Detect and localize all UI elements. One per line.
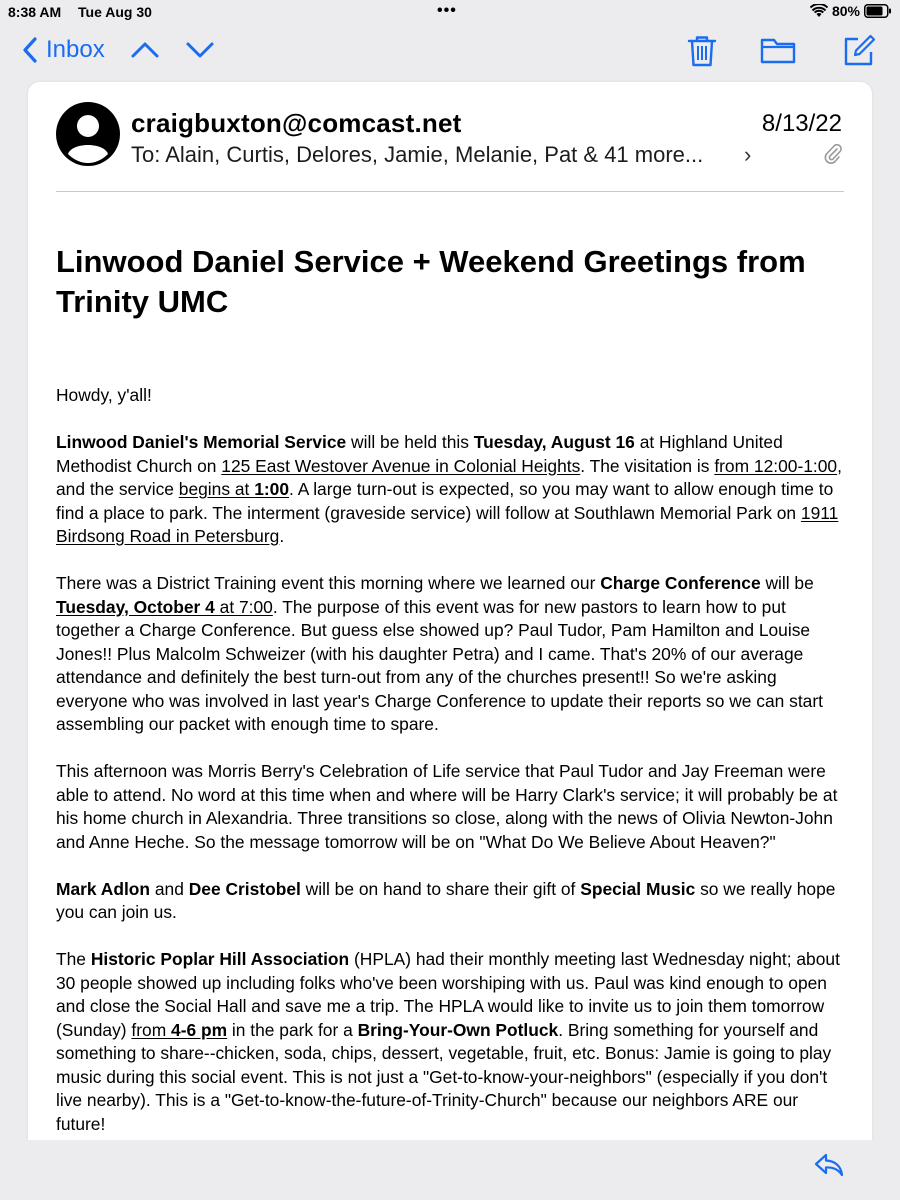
service-time-link[interactable]: begins at 1:00 (178, 479, 290, 499)
chevron-up-icon[interactable] (130, 40, 160, 60)
multitasking-dots-icon[interactable]: ••• (437, 2, 457, 19)
back-label: Inbox (46, 36, 105, 63)
status-bar (0, 0, 900, 24)
nav-bar (0, 28, 900, 76)
header-divider (56, 191, 844, 192)
interment-address-link[interactable]: 1911 Birdsong Road in Petersburg (56, 502, 839, 546)
address-link[interactable]: 125 East Westover Avenue in Colonial Heights (221, 455, 581, 476)
memorial-paragraph: Linwood Daniel's Memorial Service will be held this Tuesday, August 16 at Highland United Methodist Church on 125 East Westover Avenue in Colonial Heights. The visitation is from 12:00-1:00, and the service begins at 1:00. A large turn-out is expected, so you may want to allow enough time to find a place to park. The interment (graveside service) will follow at Southlawn Memorial Park on 1911 Birdsong Road in Petersburg. (56, 432, 842, 546)
special-music-paragraph: Mark Adlon and Dee Cristobel will be on hand to share their gift of Special Music so we really hope you can join us. (56, 878, 836, 922)
status-date: Tue Aug 30 (78, 4, 152, 20)
reply-icon[interactable] (814, 1152, 844, 1178)
message-body (56, 384, 851, 1152)
sender-address[interactable]: craigbuxton@comcast.net (131, 108, 462, 138)
visitation-time-link[interactable]: from 12:00-1:00 (714, 455, 838, 476)
greeting-paragraph: Howdy, y'all! (56, 385, 152, 405)
battery-percent: 80% (831, 3, 860, 19)
chevron-down-icon[interactable] (185, 40, 215, 60)
folder-icon[interactable] (760, 34, 796, 66)
person-icon[interactable] (56, 102, 120, 166)
chevron-left-icon (22, 37, 38, 63)
status-time: 8:38 AM (8, 4, 62, 20)
chevron-right-icon[interactable]: › (744, 142, 752, 167)
charge-conference-paragraph: There was a District Training event this morning where we learned our Charge Conference will be Tuesday, October 4 at 7:00. The purpose of this event was for new pastors to learn how to put together a Charge Conference. But guess else showed up? Paul Tudor, Pam Hamilton and Louise Jones!! Plus Malcolm Schweizer (with his daughter Petra) and I came. That's 20% of our average attendance and definitely the best turn-out from any of the churches present!! So we're asking everyone who was involved in last year's Charge Conference to update their reports so we can start assembling our packet with enough time to spare. (56, 573, 823, 734)
conference-date-link[interactable]: Tuesday, October 4 at 7:00 (56, 596, 273, 617)
message-date: 8/13/22 (761, 110, 842, 137)
recipients-list[interactable]: To: Alain, Curtis, Delores, Jamie, Melanie, Pat & 41 more... (131, 142, 704, 167)
potluck-time-link[interactable]: from 4-6 pm (131, 1019, 228, 1040)
hpla-paragraph: The Historic Poplar Hill Association (HPLA) had their monthly meeting last Wednesday night; about 30 people showed up including folks who've been worshiping with us. Paul was kind enough to open and close the Social Hall and save me a trip. The HPLA would like to invite us to join them tomorrow (Sunday) from 4-6 pm in the park for a Bring-Your-Own Potluck. Bring something for yourself and something to share--chicken, soda, chips, dessert, vegetable, fruit, etc. Bonus: Jamie is going to play music during this social event. This is not just a "Get-to-know-your-neighbors" (especially if you don't live nearby). This is a "Get-to-know-the-future-of-Trinity-Church" because our neighbors ARE our future! (56, 949, 840, 1134)
wifi-icon (810, 4, 828, 18)
battery-icon (864, 4, 892, 18)
celebration-paragraph: This afternoon was Morris Berry's Celebration of Life service that Paul Tudor and Jay Freeman were able to attend. No word at this time when and where will be Harry Clark's service; it will probably be at his home church in Alexandria. Three transitions so close, along with the news of Olivia Newton-John and Anne Heche. So the message tomorrow will be on "What Do We Believe About Heaven?" (56, 761, 838, 852)
message-card (28, 82, 872, 1152)
trash-icon[interactable] (686, 34, 718, 68)
paperclip-icon (824, 142, 842, 164)
compose-icon[interactable] (842, 34, 876, 68)
back-to-inbox-button[interactable] (22, 36, 105, 64)
status-indicators (810, 3, 892, 19)
bottom-toolbar (0, 1140, 900, 1200)
message-subject: Linwood Daniel Service + Weekend Greetings from Trinity UMC (56, 244, 806, 319)
